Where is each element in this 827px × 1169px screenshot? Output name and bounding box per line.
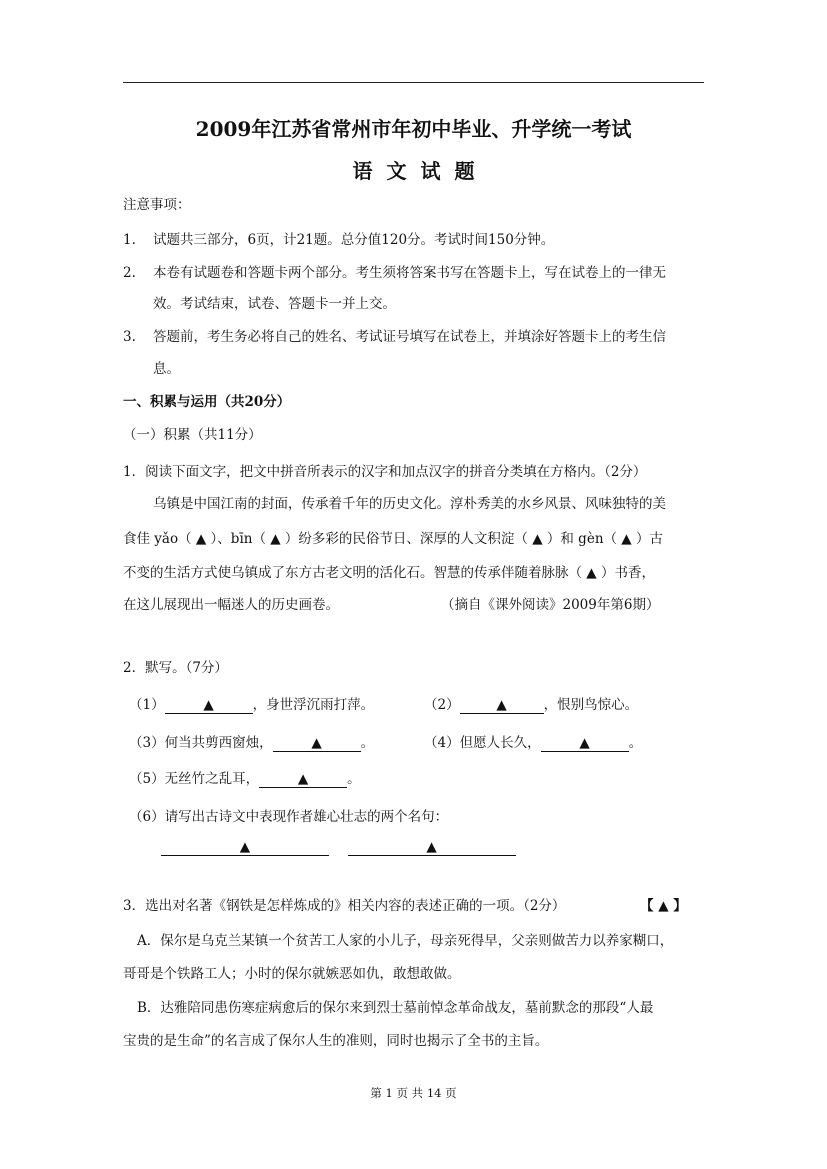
recitation-item-3 xyxy=(129,731,374,752)
recitation-item-5 xyxy=(129,767,361,788)
subsection-heading: （一）积累（共11分） xyxy=(123,427,262,443)
recitation-item-1 xyxy=(129,693,374,714)
page-footer: 第 1 页 共 14 页 xyxy=(370,1086,457,1100)
answer-blank[interactable]: ▲ xyxy=(541,736,629,752)
recitation-prefix: （5）无丝竹之乱耳， xyxy=(129,771,260,787)
notice-item-text: 试题共三部分，6页，计21题。总分值120分。考试时间150分钟。 xyxy=(153,232,555,248)
question-2-stem: 2．默写。（7分） xyxy=(123,660,228,676)
question-1-line: 食佳 yǎo（ ▲ ）、bīn（ ▲ ）纷多彩的民俗节日、深厚的人文积淀（ ▲ ）和 gèn（ ▲ ）古 xyxy=(123,531,663,547)
recitation-item-2 xyxy=(424,693,638,714)
option-b-line: 宝贵的是生命”的名言成了保尔人生的准则，同时也揭示了全书的主旨。 xyxy=(123,1033,549,1049)
notice-item-text: 本卷有试题卷和答题卡两个部分。考生须将答案书写在答题卡上，写在试卷上的一律无 xyxy=(153,265,666,281)
option-a-line: A．保尔是乌克兰某镇一个贫苦工人家的小儿子，母亲死得早，父亲则做苦力以养家糊口， xyxy=(137,933,674,949)
answer-blank[interactable]: ▲ xyxy=(165,698,253,714)
recitation-item-4 xyxy=(424,731,642,752)
notice-heading: 注意事项： xyxy=(123,197,191,213)
notice-item-num: 3. xyxy=(123,329,136,345)
recitation-suffix: ，恨别鸟惊心。 xyxy=(543,697,639,713)
recitation-prefix: （3）何当共剪西窗烛， xyxy=(129,735,273,751)
question-1-source: （摘自《课外阅读》2009年第6期） xyxy=(441,597,660,613)
answer-blank[interactable]: ▲ xyxy=(460,698,544,714)
header-rule xyxy=(123,82,704,83)
notice-item-2 xyxy=(123,261,666,281)
notice-item-num: 1. xyxy=(123,232,136,248)
notice-item-1 xyxy=(123,228,554,248)
answer-blank[interactable]: ▲ xyxy=(348,840,516,856)
question-3-stem: 3．选出对名著《钢铁是怎样炼成的》相关内容的表述正确的一项。（2分） xyxy=(123,898,566,914)
answer-box[interactable]: 【 ▲ 】 xyxy=(640,898,687,914)
notice-item-text: 答题前，考生务必将自己的姓名、考试证号填写在试卷上，并填涂好答题卡上的考生信 xyxy=(153,329,666,345)
section-heading: 一、积累与运用（共20分） xyxy=(123,394,291,410)
recitation-prefix: （4）但愿人长久， xyxy=(424,735,541,751)
page-subtitle: 语文试题 xyxy=(352,159,489,183)
question-1-line: 乌镇是中国江南的封面，传承着千年的历史文化。淳朴秀美的水乡风景、风味独特的美 xyxy=(153,496,666,512)
question-1-line: 不变的生活方式使乌镇成了东方古老文明的活化石。智慧的传承伴随着脉脉（ ▲ ）书香， xyxy=(123,565,655,581)
answer-blank[interactable]: ▲ xyxy=(259,772,347,788)
recitation-suffix: ，身世浮沉雨打萍。 xyxy=(252,697,375,713)
option-a-line: 哥哥是个铁路工人；小时的保尔就嫉恶如仇，敢想敢做。 xyxy=(123,966,461,982)
page-title: 2009年江苏省常州市年初中毕业、升学统一考试 xyxy=(195,117,632,141)
recitation-item-6-answers xyxy=(161,839,516,856)
recitation-suffix: 。 xyxy=(360,735,375,751)
question-1-line: 在这儿展现出一幅迷人的历史画卷。 xyxy=(123,597,339,613)
notice-item-2-cont: 效。考试结束，试卷、答题卡一并上交。 xyxy=(153,296,396,312)
notice-item-3 xyxy=(123,325,666,345)
recitation-prefix: （1） xyxy=(129,697,165,713)
answer-blank[interactable]: ▲ xyxy=(273,736,361,752)
option-b-line: B．达雅陪同患伤寒症病愈后的保尔来到烈士墓前悼念革命战友，墓前默念的那段“人最 xyxy=(137,1000,654,1016)
notice-item-num: 2. xyxy=(123,265,136,281)
recitation-prefix: （2） xyxy=(424,697,460,713)
question-1-stem: 1．阅读下面文字，把文中拼音所表示的汉字和加点汉字的拼音分类填在方格内。（2分） xyxy=(123,464,647,480)
recitation-suffix: 。 xyxy=(628,735,643,751)
notice-item-3-cont: 息。 xyxy=(153,361,180,377)
recitation-item-6: （6）请写出古诗文中表现作者雄心壮志的两个名句： xyxy=(129,809,449,825)
answer-blank[interactable]: ▲ xyxy=(161,840,329,856)
recitation-suffix: 。 xyxy=(347,771,361,787)
